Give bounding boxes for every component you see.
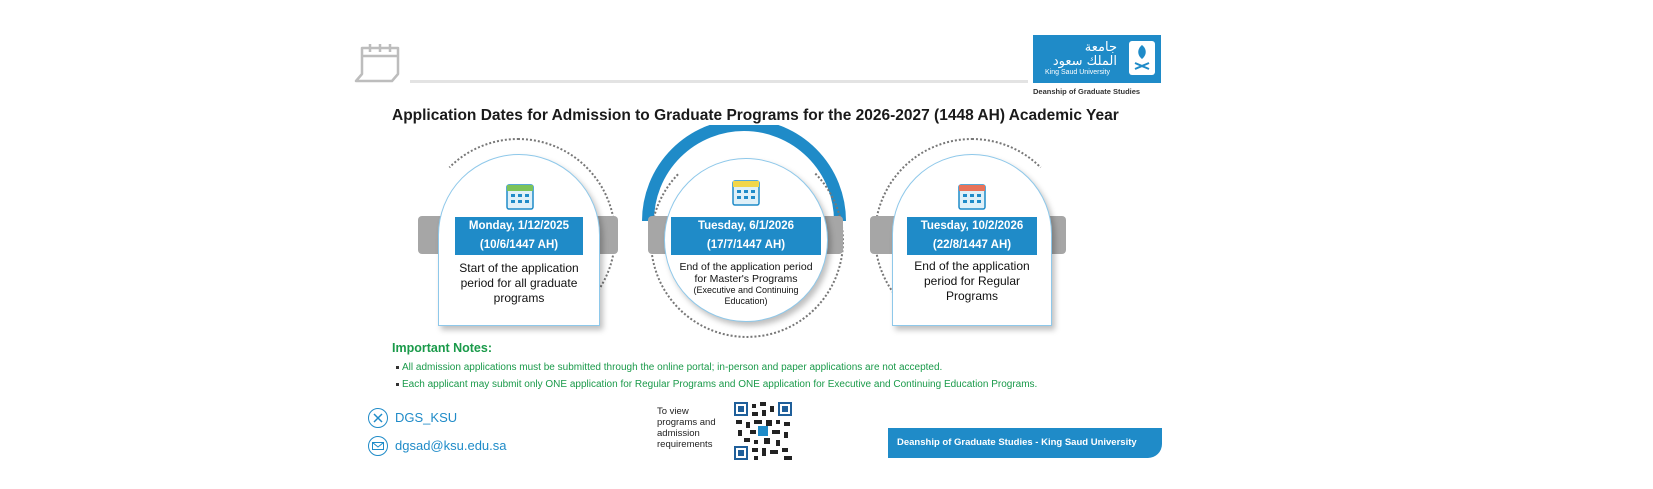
calendar-icon xyxy=(957,181,987,211)
qr-caption-line: To view xyxy=(657,406,689,417)
header-divider xyxy=(410,80,1028,83)
card-2-desc-line: for Master's Programs xyxy=(694,273,798,285)
qr-caption-line: requirements xyxy=(657,439,713,450)
notes-title: Important Notes: xyxy=(392,341,492,355)
card-3-hijri: (22/8/1447 AH) xyxy=(932,239,1012,251)
x-twitter-icon[interactable] xyxy=(368,408,388,428)
card-2-date: Tuesday, 6/1/2026 xyxy=(697,220,795,232)
card-3-date: Tuesday, 10/2/2026 xyxy=(920,220,1024,232)
logo-arabic-line2: الملك سعود xyxy=(1052,54,1117,69)
card-3 xyxy=(892,154,1052,326)
email-icon[interactable] xyxy=(368,436,388,456)
card-1-hijri: (10/6/1447 AH) xyxy=(479,239,559,251)
card-1-desc-line: period for all graduate xyxy=(460,276,578,290)
email-address[interactable]: dgsad@ksu.edu.sa xyxy=(395,438,507,453)
logo-english: King Saud University xyxy=(1045,69,1110,76)
card-2-date-bar xyxy=(671,217,821,255)
logo-caption: Deanship of Graduate Studies xyxy=(1033,87,1141,96)
card-2-desc-line: End of the application period xyxy=(679,261,813,273)
card-3-desc-line: Programs xyxy=(945,289,998,303)
note-text: All admission applications must be submitted through the online portal; in-person and paper applications are not accepted. xyxy=(402,362,943,373)
card-1-desc-line: programs xyxy=(493,291,545,305)
card-1-date-bar xyxy=(455,217,583,255)
card-2-description xyxy=(665,261,827,307)
university-logo xyxy=(1033,35,1161,83)
card-3-description xyxy=(893,259,1051,304)
card-2-sub-line: (Executive and Continuing xyxy=(693,285,799,295)
card-2 xyxy=(664,158,828,322)
seal-icon xyxy=(1129,41,1155,75)
card-1-date: Monday, 1/12/2025 xyxy=(468,220,570,232)
card-3-desc-line: End of the application xyxy=(914,259,1030,273)
qr-caption xyxy=(657,406,732,450)
footer-bar: Deanship of Graduate Studies - King Saud University xyxy=(888,428,1162,458)
twitter-handle[interactable]: DGS_KSU xyxy=(395,410,458,425)
qr-caption-line: programs and xyxy=(657,417,716,428)
qr-code-icon[interactable] xyxy=(734,402,792,460)
card-1-description xyxy=(439,261,599,306)
page-title: Application Dates for Admission to Graduate Programs for the 2026-2027 (1448 AH) Academic Year xyxy=(392,107,1119,124)
card-2-hijri: (17/7/1447 AH) xyxy=(706,239,786,251)
bullet-icon xyxy=(396,383,399,386)
bullet-icon xyxy=(396,366,399,369)
note-text: Each applicant may submit only ONE application for Regular Programs and ONE application for Executive and Continuing Education Programs. xyxy=(402,379,1038,390)
card-3-desc-line: period for Regular xyxy=(923,274,1021,288)
note-item xyxy=(396,379,1037,390)
calendar-icon xyxy=(505,181,535,211)
calendar-outline-icon xyxy=(352,40,402,84)
card-2-sub-line: Education) xyxy=(724,296,768,306)
card-1 xyxy=(438,154,600,326)
qr-caption-line: admission xyxy=(657,428,700,439)
logo-arabic-line1: جامعة xyxy=(1084,40,1117,55)
card-3-date-bar xyxy=(907,217,1037,255)
note-item xyxy=(396,362,942,373)
calendar-icon xyxy=(731,177,761,207)
card-1-desc-line: Start of the application xyxy=(459,261,579,275)
